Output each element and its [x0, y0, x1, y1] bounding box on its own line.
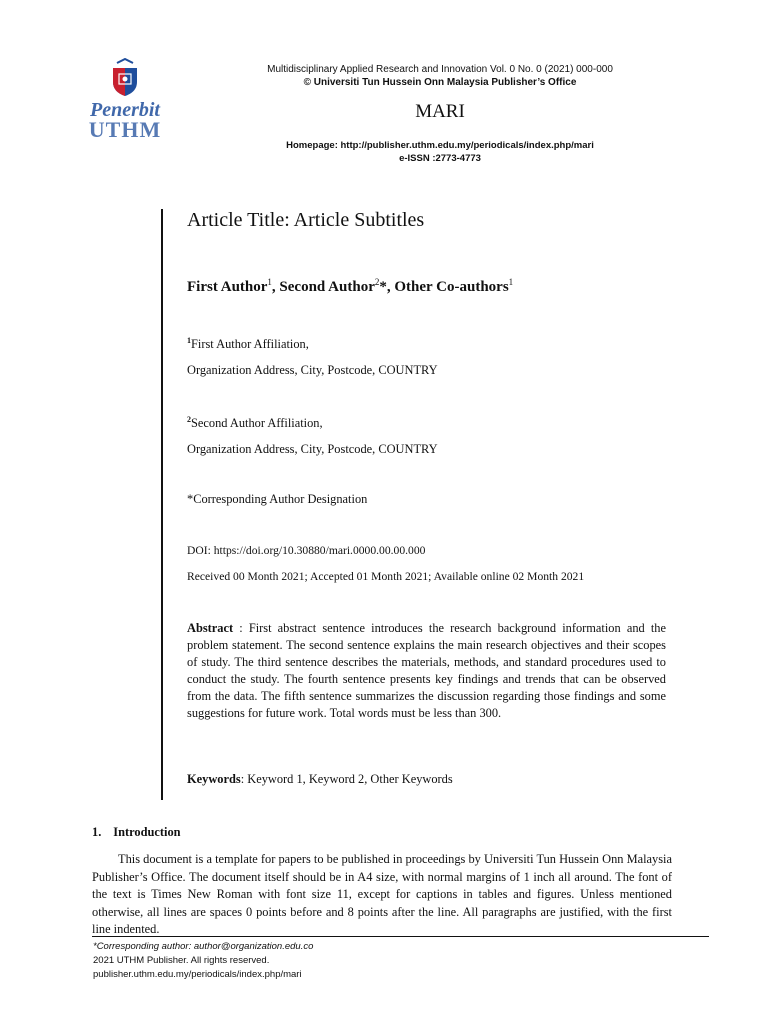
author-name: Other Co-authors	[394, 279, 509, 295]
homepage-link[interactable]: Homepage: http://publisher.uthm.edu.my/periodicals/index.php/mari	[286, 140, 594, 151]
publisher-line: © Universiti Tun Hussein Onn Malaysia Publisher’s Office	[303, 77, 577, 88]
journal-homepage-block	[150, 139, 730, 165]
received-dates: Received 00 Month 2021; Accepted 01 Month 2021; Available online 02 Month 2021	[187, 570, 585, 583]
affiliation-1	[187, 328, 438, 383]
logo-word-penerbit: Penerbit	[90, 99, 160, 121]
section-number: 1.	[92, 825, 102, 839]
section-title: Introduction	[113, 825, 181, 839]
page-footer	[93, 940, 313, 982]
doi-link[interactable]: DOI: https://doi.org/10.30880/mari.0000.00.00.000	[187, 544, 426, 557]
article-title: Article Title: Article Subtitles	[187, 209, 425, 231]
corresponding-author-designation: *Corresponding Author Designation	[187, 492, 368, 506]
abstract-text: : First abstract sentence introduces the research background information and the problem statement. The second sentence explains the main research objectives and their scopes of study. The third sentence describes the materials, methods, and standard procedures used to conduct the study. The fourth sentence presents key findings and trends that can be observed from the data. The fifth sentence summarizes the discussion regarding those findings and some suggestions for future work. Total words must be less than 300.	[187, 621, 666, 720]
affiliation-marker: 1	[187, 336, 191, 345]
author-name: Second Author	[279, 279, 375, 295]
author-name: First Author	[187, 279, 268, 295]
journal-citation-line: Multidisciplinary Applied Research and Innovation Vol. 0 No. 0 (2021) 000-000	[267, 64, 613, 75]
affiliation-name: Second Author Affiliation,	[191, 416, 323, 431]
affiliation-name: First Author Affiliation,	[191, 337, 309, 352]
affiliation-2	[187, 407, 438, 462]
copyright: 2021 UTHM Publisher. All rights reserved.	[93, 955, 270, 966]
author-separator: ,	[271, 279, 280, 295]
affiliation-marker: 2	[187, 415, 191, 424]
abstract-label: Abstract	[187, 621, 234, 635]
vertical-rule	[161, 209, 163, 800]
author-separator: *,	[379, 279, 395, 295]
eissn: e-ISSN :2773-4773	[399, 153, 481, 164]
footer-rule	[92, 936, 709, 937]
affiliation-address: Organization Address, City, Postcode, COUNTRY	[187, 442, 438, 457]
keywords-text: : Keyword 1, Keyword 2, Other Keywords	[240, 772, 453, 786]
keywords	[187, 772, 453, 787]
keywords-label: Keywords	[187, 772, 241, 786]
author-affiliation-marker: 1	[508, 277, 514, 287]
section-heading-introduction	[92, 825, 181, 840]
introduction-paragraph: This document is a template for papers to be published in proceedings by Universiti Tun Hussein Onn Malaysia Publisher’s Office. The document itself should be in A4 size, with normal margins of 1 inch all around. The font of the text is Times New Roman with font size 11, except for captions in tables and figures. Unless mentioned otherwise, all lines are spaces 0 points before and 8 points after the line. All paragraphs are justified, with the first line indented.	[92, 852, 672, 936]
abstract	[187, 620, 666, 721]
author-list	[187, 277, 513, 296]
affiliation-address: Organization Address, City, Postcode, COUNTRY	[187, 363, 438, 378]
journal-acronym: MARI	[415, 101, 465, 122]
logo-word-uthm: UTHM	[88, 117, 162, 142]
author-affiliation-marker: 1	[267, 277, 272, 287]
footer-url[interactable]: publisher.uthm.edu.my/periodicals/index.php/mari	[93, 969, 302, 980]
author-affiliation-marker: 2	[374, 277, 380, 287]
corresponding-author-email[interactable]: *Corresponding author: author@organization.edu.co	[93, 941, 314, 952]
journal-header	[150, 63, 730, 89]
